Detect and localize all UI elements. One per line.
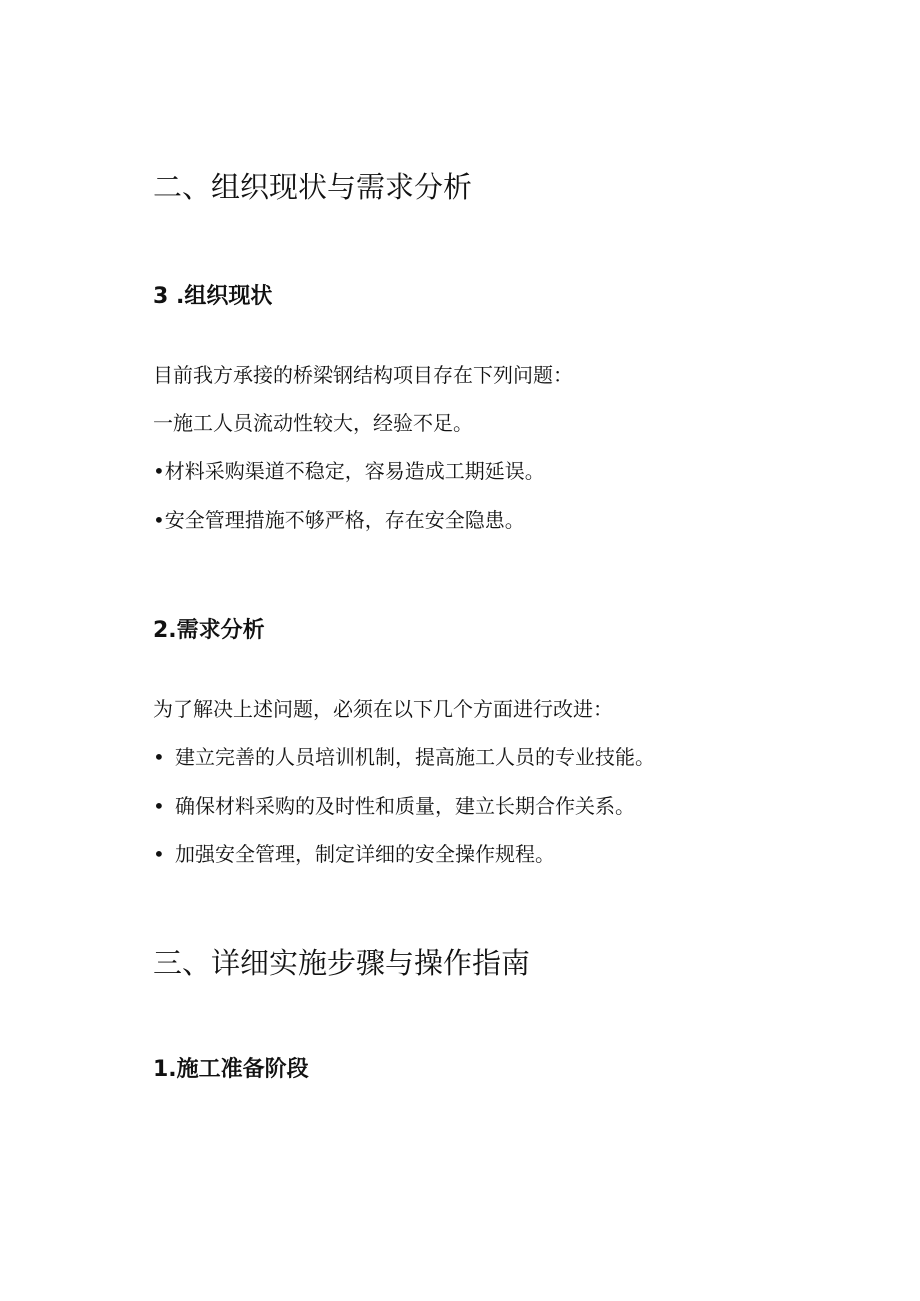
subsection-current-status-heading: 3 .组织现状 [153, 284, 273, 309]
subsection-needs-analysis-heading: 2.需求分析 [153, 618, 265, 643]
current-status-item-3: •安全管理措施不够严格，存在安全隐患。 [153, 508, 525, 532]
bullet-icon: • [153, 842, 165, 866]
needs-analysis-item-text: 加强安全管理，制定详细的安全操作规程。 [175, 842, 555, 866]
section-3-heading: 三、详细实施步骤与操作指南 [153, 946, 531, 980]
bullet-icon: • [153, 794, 165, 818]
current-status-item-2: •材料采购渠道不稳定，容易造成工期延误。 [153, 459, 545, 483]
section-2-heading: 二、组织现状与需求分析 [153, 170, 473, 204]
needs-analysis-intro: 为了解决上述问题，必须在以下几个方面进行改进： [153, 697, 613, 721]
subsection-preparation-heading: 1.施工准备阶段 [153, 1057, 309, 1082]
needs-analysis-item-1 [153, 744, 655, 770]
current-status-intro: 目前我方承接的桥梁钢结构项目存在下列问题： [153, 363, 573, 387]
bullet-icon: • [153, 745, 165, 769]
needs-analysis-item-text: 建立完善的人员培训机制，提高施工人员的专业技能。 [175, 745, 655, 769]
needs-analysis-item-3 [153, 841, 555, 867]
needs-analysis-item-2 [153, 793, 635, 819]
current-status-item-1: 一施工人员流动性较大，经验不足。 [153, 411, 473, 435]
needs-analysis-item-text: 确保材料采购的及时性和质量，建立长期合作关系。 [175, 794, 635, 818]
